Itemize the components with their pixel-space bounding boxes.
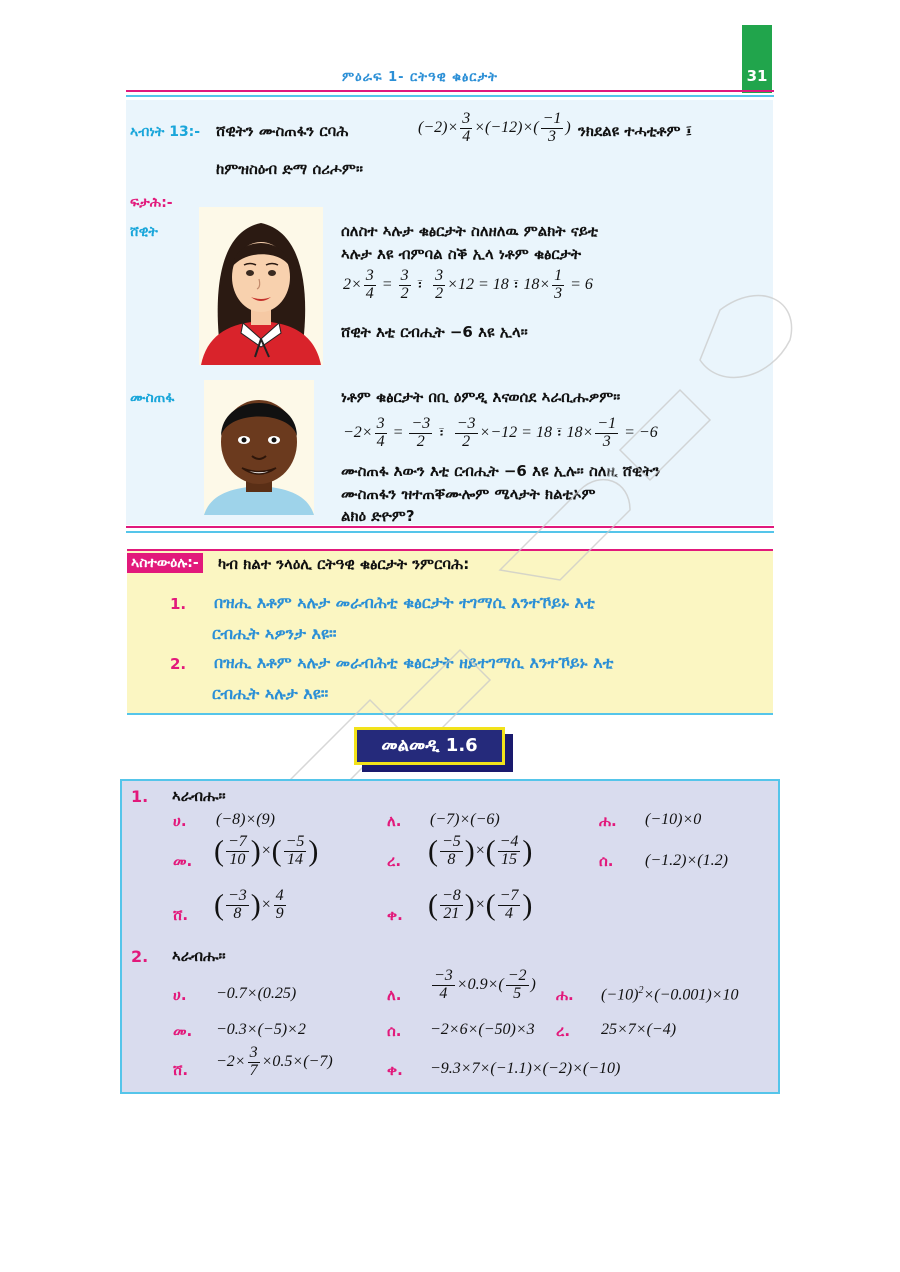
q1-item-expression: (−1.2)×(1.2) — [645, 852, 728, 869]
page-number: 31 — [746, 67, 768, 85]
numerator: 3 — [400, 267, 409, 284]
q1-item-label: ሀ. — [173, 812, 187, 830]
q2-item-expression — [430, 968, 536, 1003]
denominator: 8 — [447, 850, 456, 868]
q1-item-label: ቀ. — [387, 906, 403, 924]
expr-part: ) — [565, 118, 571, 136]
fraction — [440, 888, 463, 923]
denominator: 14 — [286, 850, 303, 868]
q2-item-expression: 25×7×(−4) — [601, 1021, 677, 1038]
reminder-intro: ካብ ክልተ ንላዕሊ ርትዓዊ ቁፅርታት ንምርባሕ: — [218, 555, 470, 573]
q2-item-label: ሰ. — [387, 1022, 402, 1040]
paren: ( — [485, 888, 496, 922]
numerator: −2 — [507, 967, 527, 984]
fraction — [506, 968, 529, 1003]
numerator: −3 — [411, 415, 431, 432]
denominator: 3 — [602, 432, 611, 450]
paren: ( — [485, 834, 496, 868]
exercise-q2-num: 2. — [131, 947, 149, 966]
paren: ) — [250, 888, 261, 922]
numerator: 3 — [376, 415, 385, 432]
separator: ፣ — [438, 423, 445, 441]
denominator: 7 — [249, 1061, 258, 1079]
q1-item-label: ለ. — [387, 812, 402, 830]
shewit-conclusion: ሸዊት እቲ ርብሒት −6 እዩ ኢላ። — [341, 323, 528, 341]
expr-part: ×−12 = 18 — [479, 423, 552, 441]
q1-item-label: ሰ. — [599, 852, 614, 870]
q2-item-label: ቀ. — [387, 1061, 403, 1079]
separator: ፣ — [416, 275, 424, 293]
denominator: 4 — [439, 984, 448, 1002]
fraction — [541, 111, 564, 146]
denominator: 3 — [548, 127, 557, 145]
q2-item-expression: −9.3×7×(−1.1)×(−2)×(−10) — [430, 1060, 621, 1077]
paren: ) — [464, 888, 475, 922]
expr-part: ×(−0.001)×10 — [643, 986, 739, 1004]
denominator: 4 — [365, 284, 374, 302]
watermark-outline-icon — [200, 280, 850, 840]
q1-item-expression: (−8)×(9) — [216, 811, 275, 828]
paren: ) — [522, 888, 533, 922]
fraction — [440, 834, 463, 869]
denominator: 3 — [554, 284, 563, 302]
fraction — [248, 1045, 260, 1080]
q2-item-label: ሀ. — [173, 986, 187, 1004]
expr-part: 18× — [566, 423, 594, 441]
fraction — [274, 888, 286, 923]
numerator: 3 — [462, 110, 471, 127]
fraction — [226, 834, 249, 869]
mustefa-text-line1: ነቶም ቁፅርታት በቢ ዕምዲ እናወሰደ ኣራቢሑዎም። — [341, 388, 621, 406]
expr-part: = — [381, 275, 393, 293]
expr-part: 2× — [343, 275, 362, 293]
expr-part: = 6 — [570, 275, 593, 293]
q2-item-expression: −0.7×(0.25) — [216, 985, 297, 1002]
expr-part: ) — [530, 975, 536, 993]
exponent: 2 — [638, 985, 644, 996]
paren: ( — [271, 834, 282, 868]
fraction — [498, 834, 521, 869]
mustefa-conclusion-line3: ልክዕ ድዮም? — [341, 507, 415, 525]
denominator: 15 — [500, 850, 517, 868]
reminder-badge: ኣስተውዕሉ:- — [127, 553, 203, 573]
q2-item-label: ሸ. — [173, 1061, 189, 1079]
q2-item-label: ሐ. — [556, 986, 574, 1004]
expr-part: ×12 = 18 — [447, 275, 509, 293]
expr-part: ×0.5×(−7) — [261, 1052, 333, 1070]
denominator: 4 — [504, 904, 513, 922]
numerator: −3 — [456, 415, 476, 432]
denominator: 2 — [400, 284, 409, 302]
fraction — [498, 888, 521, 923]
denominator: 4 — [376, 432, 385, 450]
numerator: −5 — [285, 833, 305, 850]
numerator: −7 — [228, 833, 247, 850]
shewit-text-line2: ኣሉታ እዩ ብምባል ስቕ ኢላ ነቶም ቁፅርታት — [341, 245, 582, 263]
q2-item-expression: −0.3×(−5)×2 — [216, 1021, 306, 1038]
expr-part: ×(−12)×( — [474, 118, 539, 136]
mustefa-name: ሙስጠፋ — [130, 390, 175, 406]
q2-item-label: ለ. — [387, 986, 402, 1004]
q1-item-expression: ( $\frac{-3}{8}$ )× $\frac{4}{9}$ — [214, 887, 284, 922]
numerator: 3 — [249, 1044, 258, 1061]
exercise-q1-num: 1. — [131, 787, 149, 806]
numerator: −5 — [442, 833, 461, 850]
mustefa-conclusion-line2: ሙስጠፋን ዝተጠቐሙሎም ሜላታት ክልቲኦም — [341, 485, 596, 503]
expr-part: −2× — [216, 1052, 246, 1070]
q1-item-expression: ( $\frac{-7}{10}$ )×( $\frac{-5}{14}$ ) — [214, 833, 319, 868]
shewit-name: ሸዊት — [130, 224, 158, 240]
expr-part: ×0.9×( — [456, 975, 504, 993]
denominator: 5 — [513, 984, 522, 1002]
separator: ፣ — [555, 423, 563, 441]
reminder-item-1-line1: በዝሒ እቶም ኣሉታ መራብሕቲ ቁፅርታት ተገማሲ እንተኾይኑ እቲ — [214, 593, 595, 612]
denominator: 2 — [416, 432, 425, 450]
numerator: 4 — [275, 887, 284, 904]
solution-label: ፍታሕ:- — [130, 195, 173, 211]
exercise-q1-heading: ኣራብሑ። — [172, 787, 226, 805]
header-rule-cyan — [126, 95, 774, 97]
paren: ) — [250, 834, 261, 868]
header-rule-magenta — [126, 90, 774, 92]
numerator: −3 — [434, 967, 453, 984]
q1-item-label: ሸ. — [173, 906, 189, 924]
q1-item-expression: ( $\frac{-8}{21}$ )×( $\frac{-7}{4}$ ) — [428, 887, 533, 922]
example-question-part2: ንክደልዩ ተሓቲቶም ፤ — [578, 122, 692, 140]
q1-item-label: መ. — [173, 852, 193, 870]
expr-part: −2× — [343, 423, 373, 441]
denominator: 21 — [443, 904, 460, 922]
expr-part: = — [392, 423, 404, 441]
numerator: −4 — [499, 833, 519, 850]
denominator: 4 — [462, 127, 471, 145]
q2-item-expression: −2×6×(−50)×3 — [430, 1021, 535, 1038]
q1-item-expression: (−7)×(−6) — [430, 811, 500, 828]
paren: ( — [428, 888, 438, 922]
chapter-title: ምዕራፍ 1- ርትዓዊ ቁፅርታት — [342, 70, 498, 85]
numerator: 3 — [365, 267, 374, 284]
numerator: −3 — [228, 887, 247, 904]
example-expression — [418, 111, 571, 146]
numerator: 3 — [435, 267, 444, 284]
mustefa-conclusion-line1: ሙስጠፋ እውን እቲ ርብሒት −6 እዩ ኢሉ። ስለዚ ሸዊትን — [341, 462, 661, 480]
denominator: 2 — [435, 284, 444, 302]
numerator: −1 — [542, 110, 562, 127]
watermark — [200, 280, 850, 840]
exercise-title: መልመዲ 1.6 — [354, 727, 505, 765]
reminder-item-2-num: 2. — [170, 655, 187, 673]
expr-part: (−2)× — [418, 118, 459, 136]
fraction — [284, 834, 307, 869]
q1-item-expression: (−10)×0 — [645, 811, 702, 828]
separator: ፣ — [512, 275, 520, 293]
fraction — [226, 888, 249, 923]
denominator: 10 — [229, 850, 246, 868]
q1-item-expression: ( $\frac{-5}{8}$ )×( $\frac{-4}{15}$ ) — [428, 833, 533, 868]
denominator: 2 — [462, 432, 471, 450]
reminder-item-2-line1: በዝሒ እቶም ኣሉታ መራብሕቲ ቁፅርታት ዘይተገማሲ እንተኾይኑ እቲ — [214, 653, 614, 672]
example-label: ኣብነት 13:- — [130, 124, 201, 140]
q1-item-label: ሐ. — [599, 812, 617, 830]
denominator: 9 — [275, 904, 284, 922]
numerator: −1 — [597, 415, 617, 432]
q1-item-label: ረ. — [387, 852, 402, 870]
paren: ) — [308, 834, 319, 868]
paren: ( — [428, 834, 438, 868]
numerator: 1 — [554, 267, 563, 284]
q2-item-label: መ. — [173, 1022, 193, 1040]
reminder-item-1-num: 1. — [170, 595, 187, 613]
shewit-text-line1: ሰለስተ ኣሉታ ቁፅርታት ስለዘለዉ ምልክት ናይቲ — [341, 222, 599, 240]
reminder-item-1-line2: ርብሒት ኣዎንታ እዩ። — [212, 624, 337, 643]
exercise-q2-heading: ኣራብሑ። — [172, 947, 226, 965]
paren: ( — [214, 834, 224, 868]
fraction — [432, 968, 455, 1003]
example-question-line2: ከምዝስዕብ ድማ ሰሪሖም። — [216, 160, 363, 178]
paren: ) — [464, 834, 475, 868]
q2-item-label: ረ. — [556, 1022, 571, 1040]
numerator: −8 — [442, 887, 461, 904]
numerator: −7 — [499, 887, 519, 904]
denominator: 8 — [233, 904, 242, 922]
paren: ) — [522, 834, 533, 868]
example-question-part1: ሸዊትን ሙስጠፋን ርባሕ — [216, 122, 349, 140]
q2-item-expression — [601, 985, 739, 1004]
q2-item-expression — [216, 1045, 333, 1080]
reminder-item-2-line2: ርብሒት ኣሉታ እዩ። — [212, 684, 329, 703]
expr-part: 18× — [523, 275, 551, 293]
fraction — [460, 111, 472, 146]
paren: ( — [214, 888, 224, 922]
expr-part: (−10) — [601, 986, 639, 1004]
expr-part: = −6 — [624, 423, 658, 441]
